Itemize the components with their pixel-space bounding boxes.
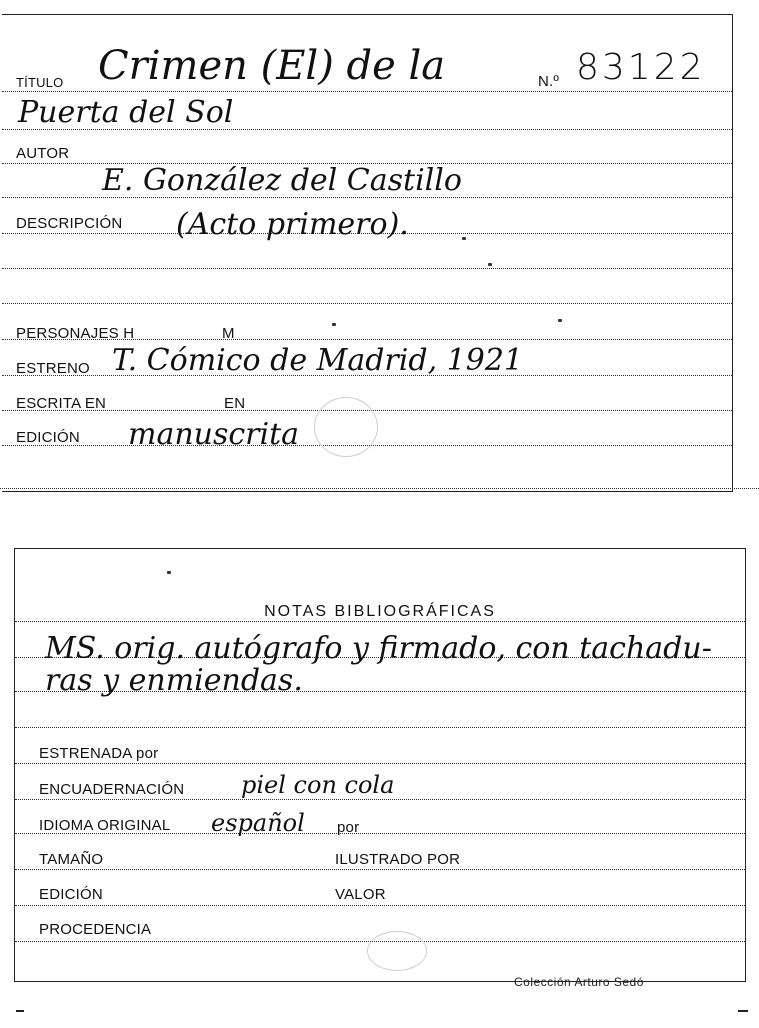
rule-line — [2, 91, 732, 92]
edicion-label-2: EDICIÓN — [39, 886, 103, 903]
idioma-label: IDIOMA ORIGINAL — [39, 817, 171, 834]
en-label: EN — [224, 395, 246, 412]
ink-speck — [167, 571, 171, 574]
autor-value: E. González del Castillo — [102, 163, 462, 198]
encuadernacion-label: ENCUADERNACIÓN — [39, 781, 185, 798]
notes-line-1: MS. orig. autógrafo y firmado, con tachadu- — [45, 631, 712, 666]
autor-label: AUTOR — [16, 145, 70, 162]
ilustrado-label: ILUSTRADO POR — [335, 851, 461, 868]
valor-label: VALOR — [335, 886, 386, 903]
collection-credit: Colección Arturo Sedó — [514, 975, 644, 989]
por-label: por — [337, 819, 360, 836]
titulo-value: Crimen (El) de la — [98, 43, 446, 89]
edge-mark — [738, 1010, 748, 1012]
titulo-label: TÍTULO — [16, 75, 64, 90]
edicion-value: manuscrita — [128, 417, 300, 452]
personajes-m-label: M — [222, 325, 235, 342]
edicion-label: EDICIÓN — [16, 429, 80, 446]
titulo-value-continued: Puerta del Sol — [18, 95, 234, 130]
procedencia-label: PROCEDENCIA — [39, 921, 152, 938]
personajes-h-label: PERSONAJES H — [16, 325, 135, 342]
catalog-card-top — [2, 14, 733, 492]
rule-line — [15, 905, 745, 906]
estreno-value: T. Cómico de Madrid, 1921 — [112, 343, 523, 378]
ink-speck — [332, 323, 336, 326]
rule-line — [15, 763, 745, 764]
estreno-label: ESTRENO — [16, 360, 90, 377]
estrenada-label: ESTRENADA por — [39, 745, 159, 762]
tamano-label: TAMAÑO — [39, 851, 104, 868]
punch-hole-mark — [367, 931, 427, 971]
notas-header: NOTAS BIBLIOGRÁFICAS — [264, 603, 496, 620]
card-edge-line — [0, 488, 759, 489]
notes-line-2: ras y enmiendas. — [45, 663, 303, 698]
idioma-value: español — [211, 809, 305, 837]
punch-hole-mark — [314, 397, 378, 457]
rule-line — [2, 268, 732, 269]
ink-speck — [488, 263, 492, 266]
rule-line — [15, 869, 745, 870]
catalog-card-bottom — [14, 548, 746, 982]
rule-line — [15, 799, 745, 800]
descripcion-label: DESCRIPCIÓN — [16, 215, 123, 232]
rule-line — [15, 621, 745, 622]
escrita-en-label: ESCRITA EN — [16, 395, 107, 412]
descripcion-value: (Acto primero). — [176, 207, 409, 242]
ink-speck — [558, 319, 562, 322]
encuadernacion-value: piel con cola — [241, 771, 395, 799]
rule-line — [2, 303, 732, 304]
number-label: N.º — [538, 73, 560, 90]
number-value: 83122 — [576, 47, 706, 88]
ink-speck — [462, 237, 466, 240]
edge-mark — [16, 1010, 24, 1012]
rule-line — [15, 727, 745, 728]
